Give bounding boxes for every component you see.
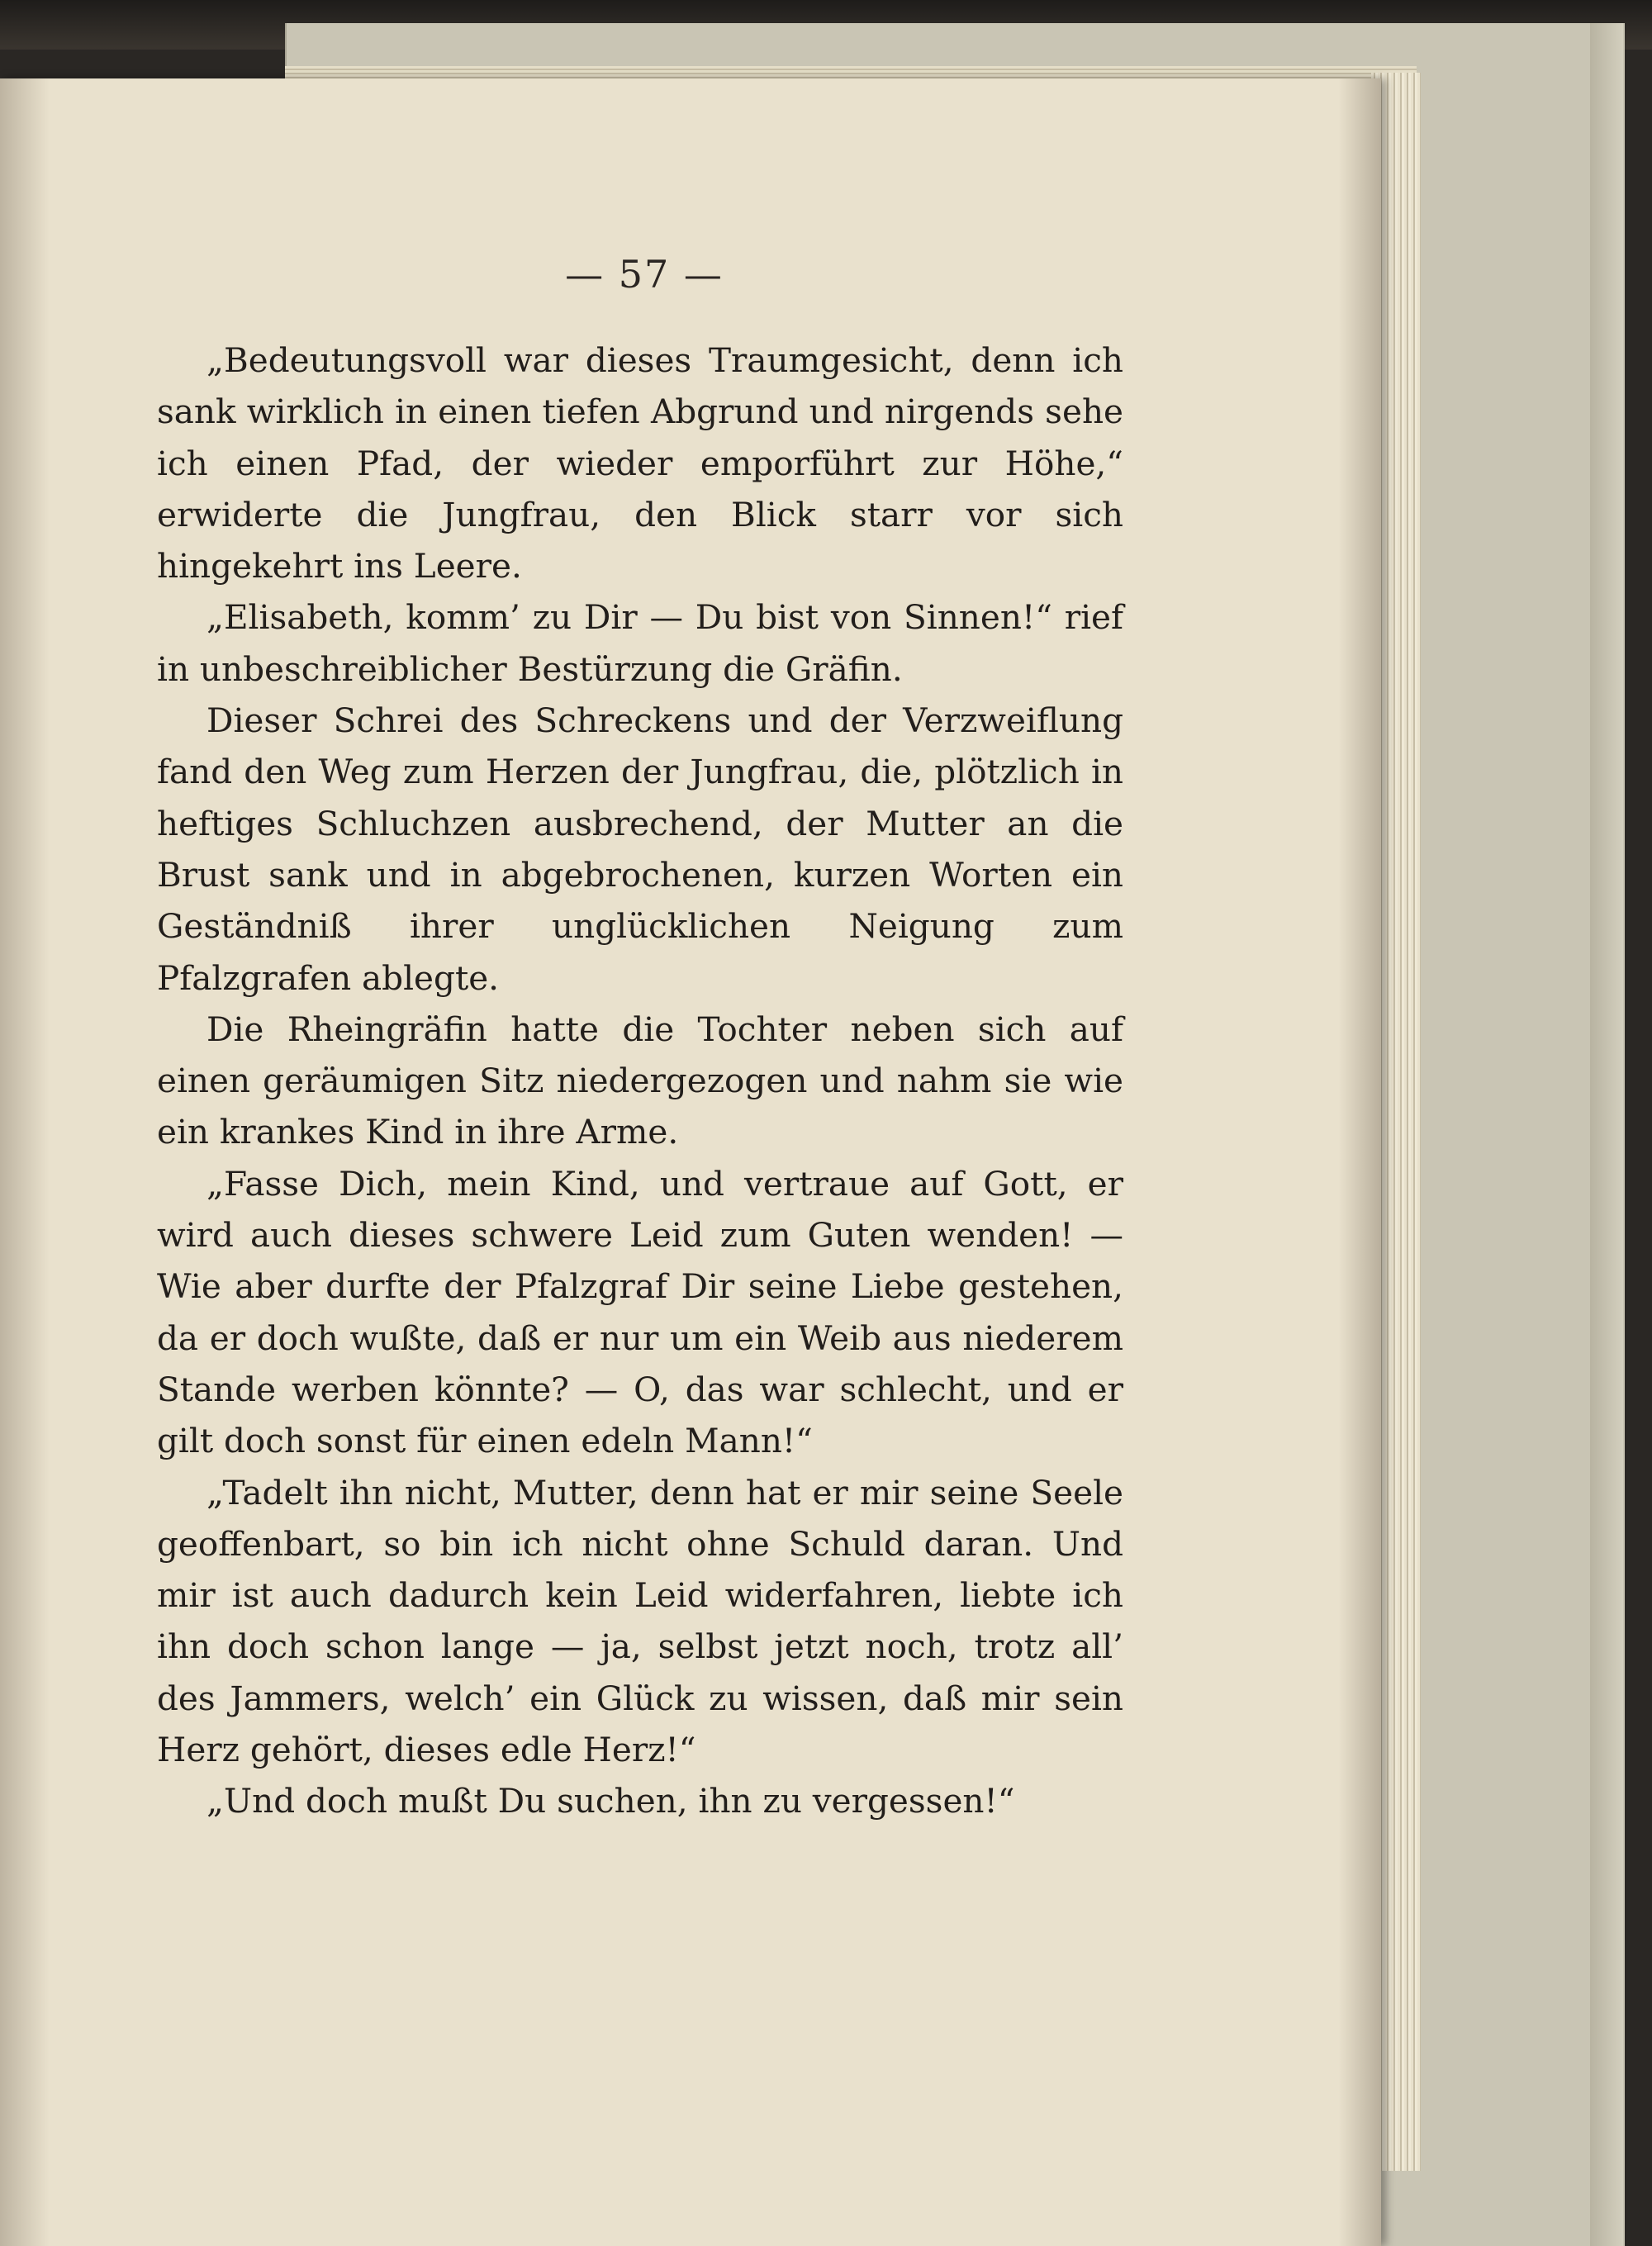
paragraph: Die Rheingräfin hatte die Tochter neben sich auf einen geräumigen Sitz niedergezogen und nahm sie wie ein krankes Kind in ihre Arme.	[157, 1009, 1123, 1152]
paragraph: „Fasse Dich, mein Kind, und vertraue auf Gott, er wird auch dieses schwere Leid zum Guten wenden! — Wie aber durfte der Pfalzgraf Dir seine Liebe gestehen, da er doch wußte, daß er nur um ein Weib aus niederem Stande werben könnte? — O, das war schlecht, und er gilt doch sonst für einen edeln Mann!“	[157, 1163, 1123, 1461]
page-number: — 57 —	[565, 252, 724, 297]
paragraph: „Tadelt ihn nicht, Mutter, denn hat er mir seine Seele geoffenbart, so bin ich nicht ohne Schuld daran. Und mir ist auch dadurch kein Leid widerfahren, liebte ich ihn doch schon lange — ja, selbst jetzt noch, trotz all’ des Jammers, welch’ ein Glück zu wissen, daß mir sein Herz gehört, dieses edle Herz!“	[157, 1472, 1123, 1770]
body-text	[157, 335, 1123, 1827]
paragraph: „Bedeutungsvoll war dieses Traumgesicht, denn ich sank wirklich in einen tiefen Abgrund und nirgends sehe ich einen Pfad, der wieder emporführt zur Höhe,“ erwiderte die Jungfrau, den Blick starr vor sich hingekehrt ins Leere.	[157, 340, 1123, 586]
book-cover-edge	[1590, 23, 1623, 2246]
paragraph: Dieser Schrei des Schreckens und der Verzweiflung fand den Weg zum Herzen der Jungfrau, die, plötzlich in heftiges Schluchzen ausbrechend, der Mutter an die Brust sank und in abgebrochenen, kurzen Worten ein Geständniß ihrer unglücklichen Neigung zum Pfalzgrafen ablegte.	[157, 700, 1123, 998]
paragraph: „Und doch mußt Du suchen, ihn zu vergessen!“	[206, 1781, 1015, 1821]
page-edge-shadow	[1338, 78, 1381, 2246]
paragraph: „Elisabeth, komm’ zu Dir — Du bist von Sinnen!“ rief in unbeschreiblicher Bestürzung die Gräfin.	[157, 597, 1123, 689]
gutter-shadow	[0, 78, 50, 2246]
